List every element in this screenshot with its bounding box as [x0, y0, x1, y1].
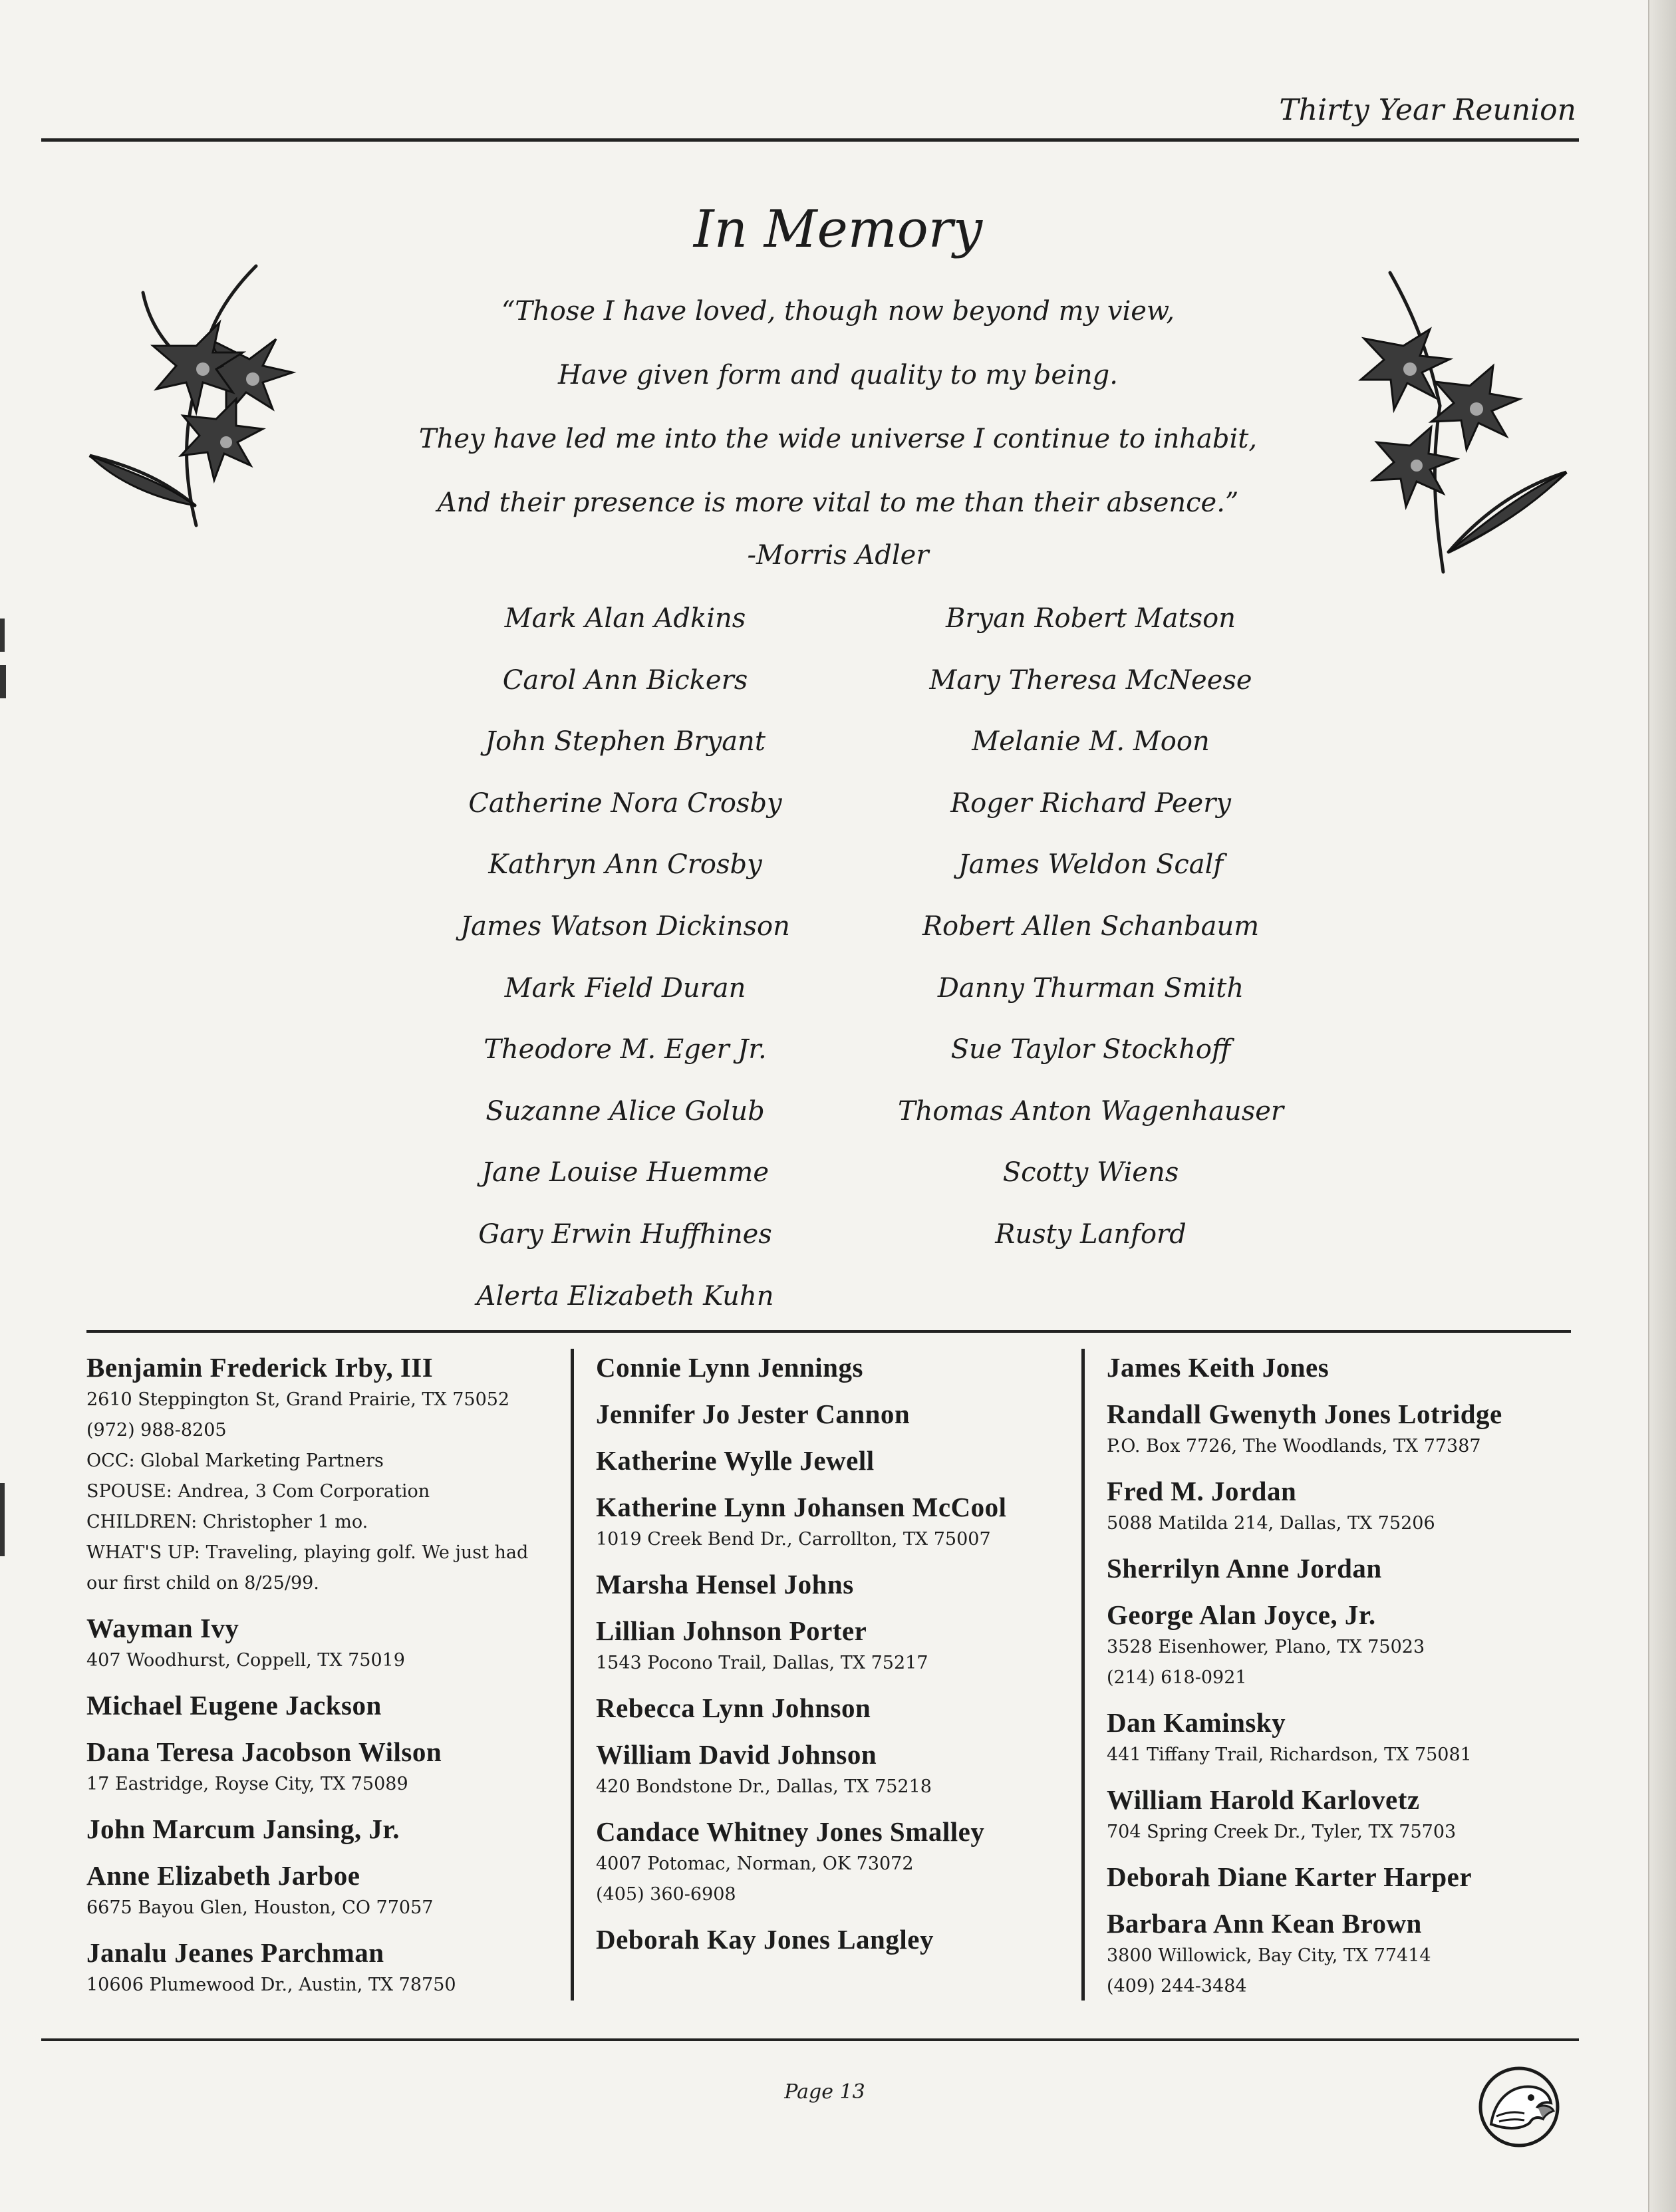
alumnus-name: Jennifer Jo Jester Cannon [596, 1399, 910, 1429]
alumnus-detail-line: 4007 Potomac, Norman, OK 73072 [596, 1854, 914, 1874]
alumnus-name: Connie Lynn Jennings [596, 1352, 863, 1383]
alumnus-name: Lillian Johnson Porter [596, 1615, 867, 1646]
memorial-title: In Memory [693, 200, 983, 259]
page-number: Page 13 [784, 2080, 865, 2104]
poem-line: And their presence is more vital to me than their absence.” [437, 487, 1239, 518]
directory-entry [86, 1812, 565, 1846]
alumnus-name: Katherine Wylle Jewell [596, 1445, 875, 1476]
alumnus-detail-line: (409) 244-3484 [1107, 1976, 1247, 1997]
directory-entry [1107, 1860, 1586, 1894]
directory-entry [1107, 1782, 1586, 1848]
directory-entry [86, 1688, 565, 1723]
directory-entry [596, 1691, 1075, 1725]
memorial-name: Mark Field Duran [504, 972, 746, 1004]
alumnus-detail-line: CHILDREN: Christopher 1 mo. [86, 1512, 368, 1532]
eagle-mascot-icon [1476, 2064, 1562, 2149]
alumnus-detail-line: 407 Woodhurst, Coppell, TX 75019 [86, 1650, 405, 1671]
directory-column-3 [1107, 1350, 1586, 2014]
alumnus-name: Fred M. Jordan [1107, 1476, 1297, 1506]
column-divider [1081, 1349, 1085, 2001]
memorial-name: Gary Erwin Huffhines [478, 1218, 772, 1250]
memorial-name: Mark Alan Adkins [504, 603, 746, 634]
memorial-name: Thomas Anton Wagenhauser [897, 1095, 1284, 1127]
alumnus-detail-line: 420 Bondstone Dr., Dallas, TX 75218 [596, 1776, 932, 1797]
alumnus-detail-line: 3528 Eisenhower, Plano, TX 75023 [1107, 1637, 1425, 1657]
footer-rule [41, 2038, 1579, 2041]
alumnus-name: Anne Elizabeth Jarboe [86, 1860, 360, 1891]
directory-entry [596, 1350, 1075, 1385]
alumnus-name: Katherine Lynn Johansen McCool [596, 1492, 1007, 1522]
alumnus-detail-line: 2610 Steppington St, Grand Prairie, TX 75052 [86, 1389, 510, 1410]
memorial-name: Alerta Elizabeth Kuhn [476, 1280, 774, 1312]
alumnus-detail-line: (972) 988-8205 [86, 1420, 227, 1441]
memorial-poem [333, 279, 1343, 535]
memorial-name: Theodore M. Eger Jr. [484, 1034, 767, 1065]
alumnus-detail-line: our first child on 8/25/99. [86, 1573, 319, 1593]
directory-entry [596, 1814, 1075, 1910]
memorial-name: Rusty Lanford [995, 1218, 1187, 1250]
lily-flower-icon [83, 253, 303, 532]
alumnus-name: Benjamin Frederick Irby, III [86, 1352, 434, 1383]
memorial-names-left [426, 599, 825, 1337]
directory-entry [1107, 1597, 1586, 1693]
memorial-name: James Watson Dickinson [460, 910, 790, 942]
alumnus-detail-line: SPOUSE: Andrea, 3 Com Corporation [86, 1481, 430, 1502]
alumnus-detail-line: P.O. Box 7726, The Woodlands, TX 77387 [1107, 1436, 1481, 1456]
directory-entry [596, 1567, 1075, 1601]
alumnus-name: Janalu Jeanes Parchman [86, 1937, 384, 1968]
alumnus-detail-line: 1019 Creek Bend Dr., Carrollton, TX 75007 [596, 1529, 991, 1550]
alumnus-name: Marsha Hensel Johns [596, 1569, 854, 1599]
column-divider [571, 1349, 574, 2001]
poem-line: They have led me into the wide universe I continue to inhabit, [418, 424, 1258, 454]
directory-entry [86, 1350, 565, 1599]
directory-entry [86, 1611, 565, 1676]
alumnus-name: Dana Teresa Jacobson Wilson [86, 1736, 442, 1767]
page-edge [1648, 0, 1676, 2212]
directory-column-1 [86, 1350, 565, 2012]
alumnus-detail-line: 6675 Bayou Glen, Houston, CO 77057 [86, 1897, 434, 1918]
directory-entry [596, 1613, 1075, 1679]
directory-column-2 [596, 1350, 1075, 1969]
binding-mark [0, 1483, 5, 1556]
directory-entry [1107, 1551, 1586, 1586]
directory-entry [596, 1397, 1075, 1431]
alumnus-name: Deborah Diane Karter Harper [1107, 1862, 1472, 1892]
memorial-name: Bryan Robert Matson [945, 603, 1236, 634]
memorial-name: James Weldon Scalf [958, 849, 1224, 881]
section-rule [86, 1330, 1571, 1333]
alumnus-name: Wayman Ivy [86, 1613, 239, 1643]
directory-entry [1107, 1350, 1586, 1385]
alumnus-name: William Harold Karlovetz [1107, 1784, 1420, 1815]
memorial-name: Kathryn Ann Crosby [488, 849, 762, 881]
alumnus-name: John Marcum Jansing, Jr. [86, 1814, 400, 1844]
poem-attribution: -Morris Adler [747, 540, 929, 571]
alumnus-detail-line: WHAT'S UP: Traveling, playing golf. We just had [86, 1542, 529, 1563]
alumnus-name: James Keith Jones [1107, 1352, 1329, 1383]
alumnus-name: William David Johnson [596, 1739, 877, 1770]
directory-entry [596, 1443, 1075, 1478]
alumnus-detail-line: (405) 360-6908 [596, 1884, 736, 1905]
binding-mark [0, 619, 5, 652]
alumnus-name: Michael Eugene Jackson [86, 1690, 382, 1721]
directory-entry [1107, 1397, 1586, 1462]
directory-entry [596, 1922, 1075, 1957]
poem-line: “Those I have loved, though now beyond my view, [501, 296, 1175, 327]
alumnus-name: Sherrilyn Anne Jordan [1107, 1553, 1382, 1584]
header-rule [41, 138, 1579, 142]
directory-entry [1107, 1474, 1586, 1539]
memorial-name: Robert Allen Schanbaum [922, 910, 1260, 942]
memorial-name: Suzanne Alice Golub [486, 1095, 765, 1127]
directory-entry [1107, 1705, 1586, 1770]
lily-flower-icon [1330, 259, 1570, 579]
alumnus-detail-line: (214) 618-0921 [1107, 1667, 1247, 1688]
memorial-name: Scotty Wiens [1002, 1157, 1179, 1188]
alumnus-detail-line: 5088 Matilda 214, Dallas, TX 75206 [1107, 1513, 1435, 1534]
alumnus-detail-line: 17 Eastridge, Royse City, TX 75089 [86, 1774, 408, 1794]
memorial-name: Mary Theresa McNeese [929, 664, 1252, 696]
memorial-name: Sue Taylor Stockhoff [950, 1034, 1231, 1065]
directory-entry [86, 1935, 565, 2001]
memorial-name: Jane Louise Huemme [482, 1157, 769, 1188]
memorial-name: Roger Richard Peery [950, 787, 1231, 819]
poem-line: Have given form and quality to my being. [558, 360, 1118, 390]
directory-entry [86, 1858, 565, 1923]
alumnus-detail-line: 10606 Plumewood Dr., Austin, TX 78750 [86, 1975, 456, 1995]
alumnus-detail-line: 3800 Willowick, Bay City, TX 77414 [1107, 1945, 1431, 1966]
memorial-names-right [818, 599, 1363, 1276]
memorial-name: Melanie M. Moon [972, 726, 1210, 758]
alumnus-name: Deborah Kay Jones Langley [596, 1924, 934, 1955]
directory-entry [596, 1737, 1075, 1802]
alumnus-name: Barbara Ann Kean Brown [1107, 1908, 1422, 1939]
alumnus-name: George Alan Joyce, Jr. [1107, 1599, 1376, 1630]
memorial-name: Danny Thurman Smith [937, 972, 1244, 1004]
memorial-name: Catherine Nora Crosby [468, 787, 782, 819]
directory-entry [596, 1490, 1075, 1555]
binding-mark [0, 665, 6, 698]
alumnus-name: Dan Kaminsky [1107, 1707, 1286, 1738]
directory-entry [86, 1734, 565, 1800]
alumnus-detail-line: 1543 Pocono Trail, Dallas, TX 75217 [596, 1653, 928, 1673]
directory-entry [1107, 1906, 1586, 2002]
alumnus-name: Candace Whitney Jones Smalley [596, 1816, 985, 1847]
alumnus-detail-line: OCC: Global Marketing Partners [86, 1451, 384, 1471]
alumnus-name: Randall Gwenyth Jones Lotridge [1107, 1399, 1502, 1429]
alumnus-name: Rebecca Lynn Johnson [596, 1693, 871, 1723]
memorial-name: John Stephen Bryant [485, 726, 766, 758]
alumnus-detail-line: 441 Tiffany Trail, Richardson, TX 75081 [1107, 1744, 1472, 1765]
alumnus-detail-line: 704 Spring Creek Dr., Tyler, TX 75703 [1107, 1822, 1457, 1842]
memorial-name: Carol Ann Bickers [502, 664, 748, 696]
running-header: Thirty Year Reunion [1279, 93, 1576, 127]
